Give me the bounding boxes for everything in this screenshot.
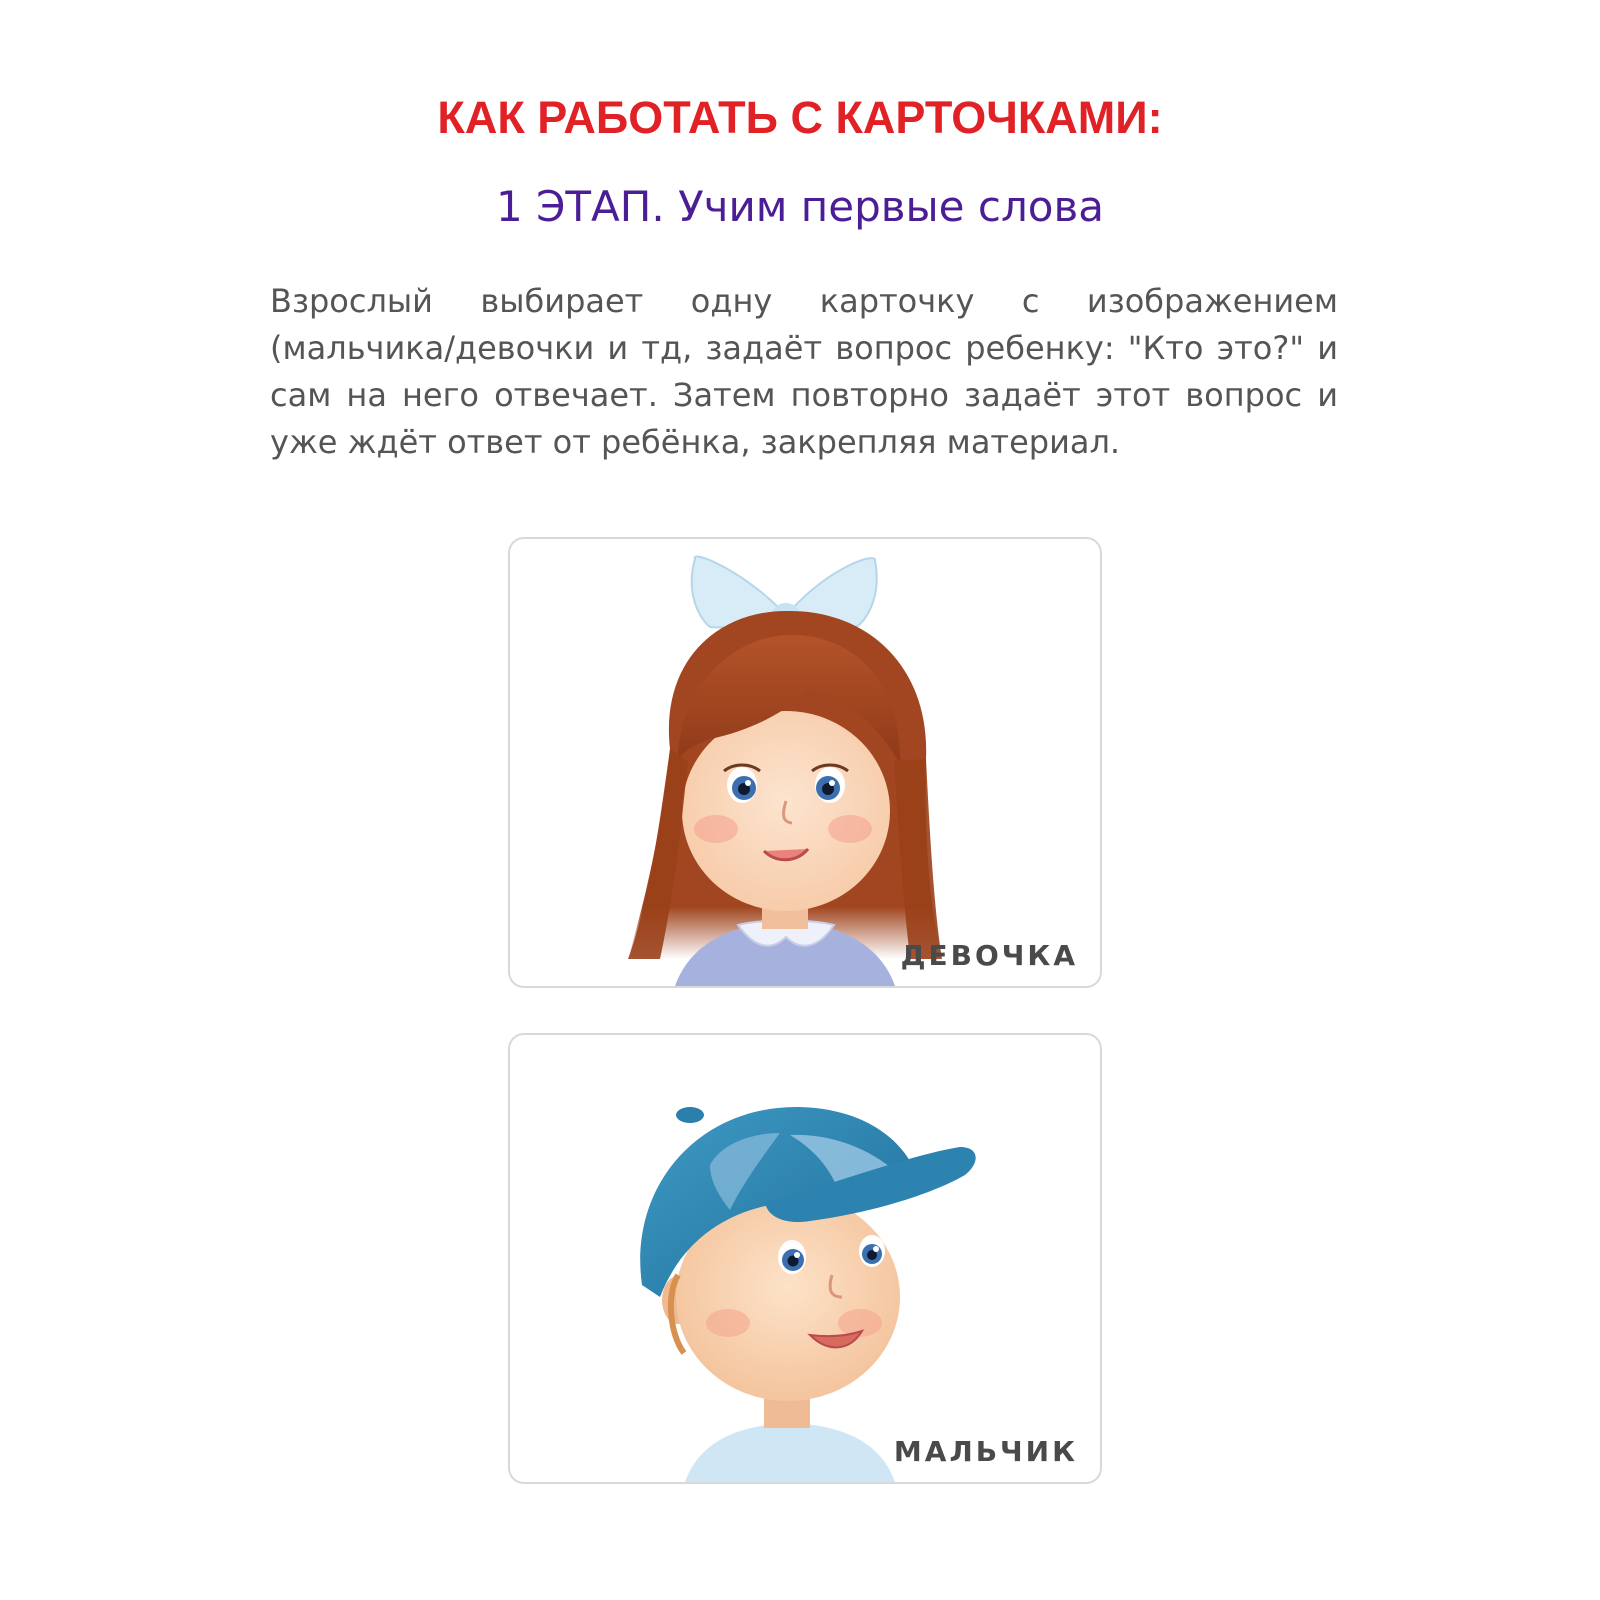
page-subtitle: 1 ЭТАП. Учим первые слова bbox=[496, 182, 1104, 231]
card-label-boy: МАЛЬЧИК bbox=[893, 1435, 1078, 1468]
card-girl bbox=[508, 537, 1102, 988]
instructions-text: Взрослый выбирает одну карточку с изображением (мальчика/девочки и тд, задаёт вопрос ребенку: "Кто это?" и сам на него отвечает. Затем повторно задаёт этот вопрос и уже ждёт ответ от ребёнка, закрепляя материал. bbox=[270, 282, 1338, 461]
page-title: КАК РАБОТАТЬ С КАРТОЧКАМИ: bbox=[437, 92, 1163, 143]
girl-illustration bbox=[510, 539, 1100, 986]
card-label-girl: ДЕВОЧКА bbox=[900, 939, 1078, 972]
boy-illustration bbox=[510, 1035, 1100, 1482]
card-boy bbox=[508, 1033, 1102, 1484]
